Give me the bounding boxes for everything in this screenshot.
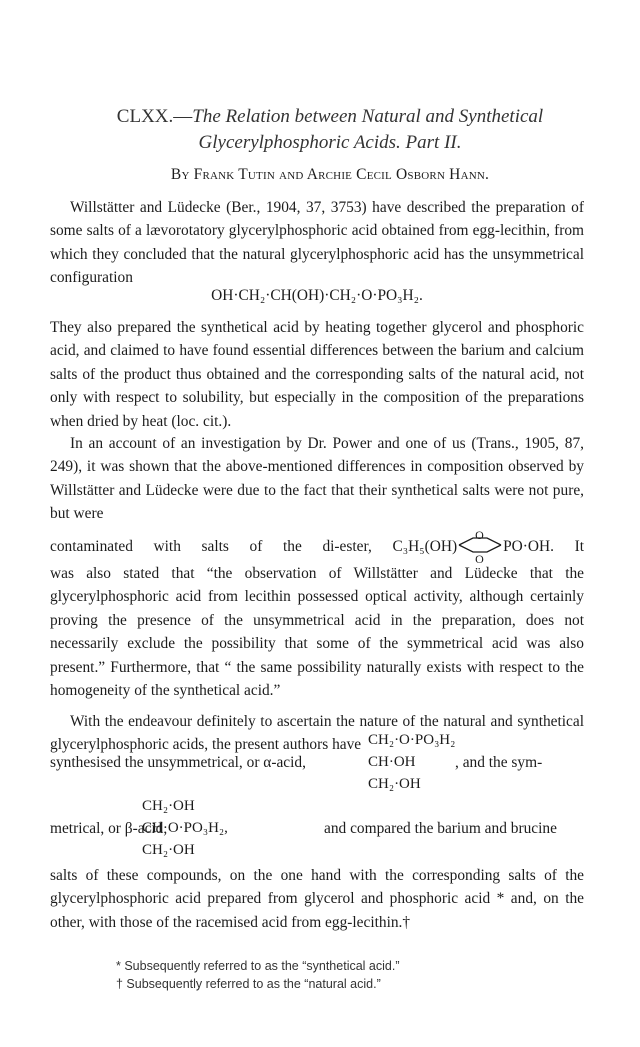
paragraph-7: salts of these compounds, on the one hand with the corresponding salts of the glycerylphosphoric acid prepared from glycerol and phosphoric acid * and, on the other, with those of the racemised acid from egg-lecithin.† [50,867,584,931]
ring-oxygen-top: O [475,528,484,542]
paragraph-2: They also prepared the synthetical acid by heating together glycerol and phosphoric acid, and claimed to have found essential differences between the barium and calcium salts of the product thus obtained and the corresponding salts of the natural acid, not only with respect to solubility, but especially in the composition of the preparations when dried by heat (loc. cit.). [50,319,584,430]
alpha-acid-line: synthesised the unsymmetrical, or α-acid, , and the sym- [50,754,543,771]
di-ester-tail: PO·OH. It [503,538,584,555]
paragraph-5: With the endeavour definitely to ascertain the nature of the natural and synthetical glycerylphosphoric acids, the present authors have [50,713,584,754]
paragraph-4: was also stated that “the observation of Willstätter and Lüdecke that the glycerylphosphoric acid from lecithin possessed optical activity, although certainly proving the presence of the unsymmetrical acid in the preparation, does not necessarily exclude the possibility that some of the symmetrical acid was also present.” Furthermore, that “ the same possibility naturally exists with respect to the homogeneity of the synthetical acid.” [50,565,584,700]
alpha-acid-formula: CH₂·O·PO₃H₂ CH·OH CH₂·OH [368,732,456,792]
article-title-line-2: Glycerylphosphoric Acids. Part II. [198,132,462,153]
article-title-text: The Relation between Natural and Synthetical [192,106,544,127]
paragraph-1: Willstätter and Lüdecke (Ber., 1904, 37, 3753) have described the preparation of some salts of a lævorotatory glycerylphosphoric acid obtained from egg-lecithin, from which they concluded that the natural glycerylphosphoric acid has the unsymmetrical configuration [50,199,584,287]
beta-acid-formula: CH₂·OH CH·O·PO₃H₂, CH₂·OH [142,798,228,858]
formula-unsymmetrical: OH·CH₂·CH(OH)·CH₂·O·PO₃H₂. [211,287,423,304]
di-ester-line [50,528,584,566]
article-title-line-1 [50,104,610,130]
article-number: CLXX.— [116,106,193,127]
paragraph-3: In an account of an investigation by Dr. Power and one of us (Trans., 1905, 87, 249), it was shown that the above-mentioned differences in composition observed by Willstätter and Lüdecke were due to the fact that their synthetical salts were not pure, but were [50,435,584,523]
footnote-1: * Subsequently referred to as the “synthetical acid.” [116,959,400,973]
footnote-2: † Subsequently referred to as the “natural acid.” [116,977,381,991]
di-ester-ring [457,528,503,566]
ring-oxygen-bottom: O [475,552,484,566]
beta-acid-line: metrical, or β-acid, and compared the barium and brucine [50,820,557,837]
di-ester-text: contaminated with salts of the di-ester, C₃H₅(OH) [50,538,458,555]
author-byline: By Frank Tutin and Archie Cecil Osborn Hann. [170,166,490,183]
